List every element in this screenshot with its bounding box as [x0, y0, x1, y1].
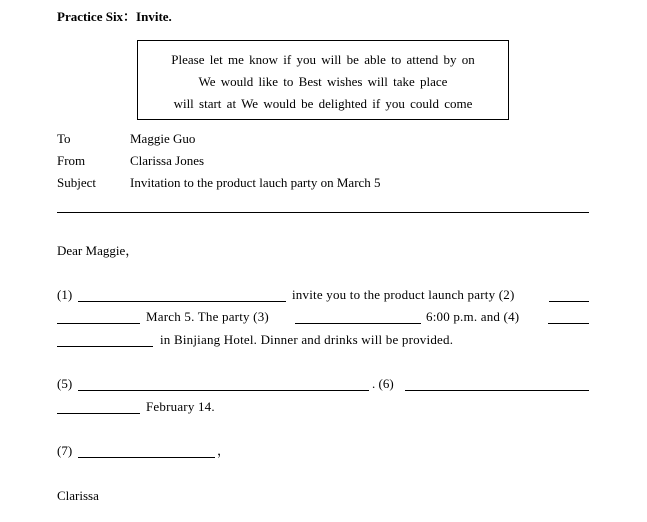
phrase-line-1: Please let me know if you will be able to attend by on	[171, 52, 475, 67]
answer-blank-7[interactable]	[78, 457, 215, 458]
answer-blank-6a[interactable]	[405, 390, 589, 391]
answer-blank-4a[interactable]	[548, 323, 589, 324]
page-title: Practice Six：Invite.	[57, 9, 172, 24]
answer-blank-3[interactable]	[295, 323, 421, 324]
subject-label: Subject	[57, 175, 96, 190]
body-text-6: February 14.	[146, 399, 215, 414]
phrase-line-3: will start at We would be delighted if you could come	[173, 96, 473, 111]
answer-blank-4b[interactable]	[57, 346, 153, 347]
blank-number-7: (7)	[57, 443, 73, 458]
answer-blank-5[interactable]	[78, 390, 369, 391]
phrase-line-2: We would like to Best wishes will take place	[198, 74, 448, 89]
from-label: From	[57, 153, 86, 168]
body-text-4: in Binjiang Hotel. Dinner and drinks will be provided.	[160, 332, 454, 347]
blank-number-5: (5)	[57, 376, 73, 391]
answer-blank-2b[interactable]	[57, 323, 140, 324]
answer-blank-1[interactable]	[78, 301, 286, 302]
answer-blank-6b[interactable]	[57, 413, 140, 414]
signature: Clarissa	[57, 488, 99, 503]
to-value: Maggie Guo	[130, 131, 196, 146]
body-text-2: March 5. The party (3)	[146, 309, 269, 324]
from-value: Clarissa Jones	[130, 153, 205, 168]
body-text-1: invite you to the product launch party (2)	[292, 287, 515, 302]
closing-comma: ，	[217, 443, 231, 458]
answer-blank-2a[interactable]	[549, 301, 589, 302]
subject-value: Invitation to the product lauch party on March 5	[130, 175, 381, 190]
body-text-5: . (6)	[372, 376, 394, 391]
phrase-box	[137, 40, 509, 120]
divider-line	[57, 212, 589, 213]
salutation: Dear Maggie，	[57, 243, 139, 258]
to-label: To	[57, 131, 71, 146]
blank-number-1: (1)	[57, 287, 73, 302]
body-text-3: 6:00 p.m. and (4)	[426, 309, 520, 324]
